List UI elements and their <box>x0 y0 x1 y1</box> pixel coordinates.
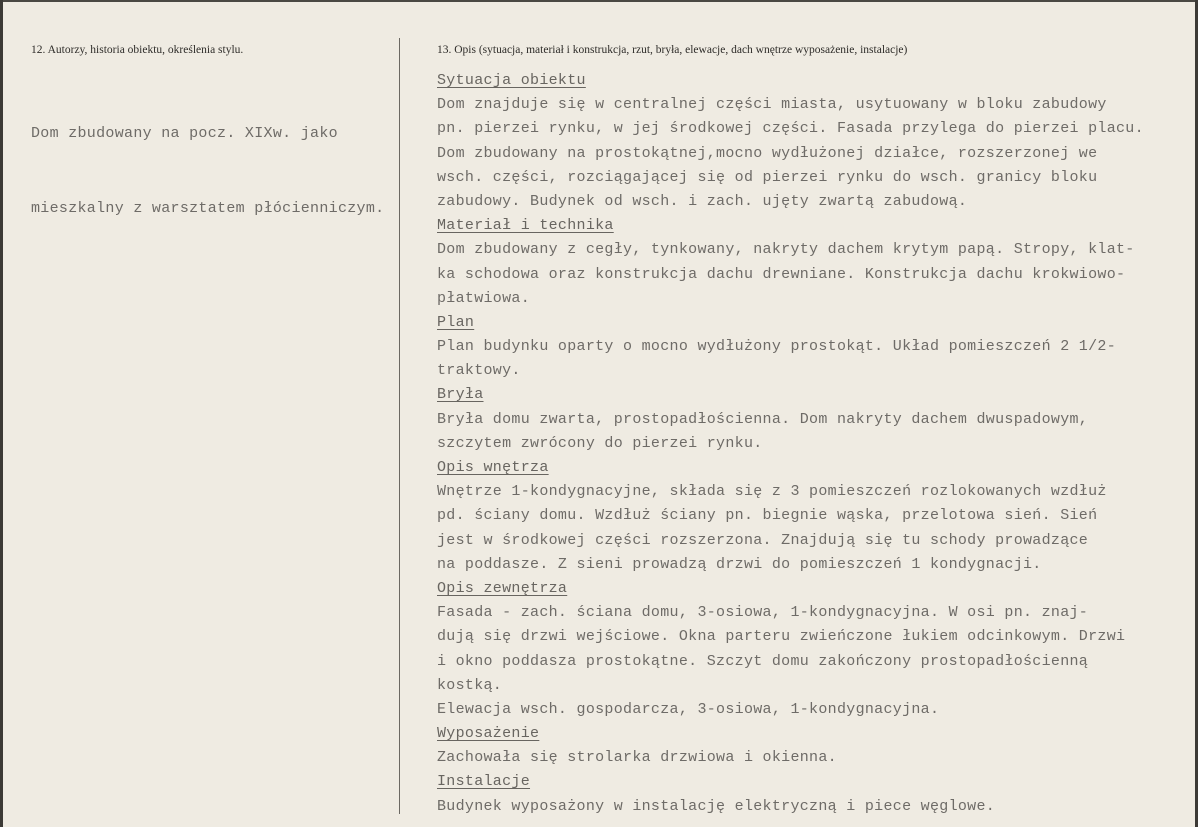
text-line: Bryła domu zwarta, prostopadłościenna. Dom nakryty dachem dwuspadowym, <box>437 410 1089 428</box>
text-line: Fasada - zach. ściana domu, 3-osiowa, 1-kondygnacyjna. W osi pn. znaj- <box>437 604 1089 622</box>
text-line: traktowy. <box>437 362 521 380</box>
text-line: Zachowała się strolarka drzwiowa i okienna. <box>437 749 837 767</box>
text-line: ka schodowa oraz konstrukcja dachu drewniane. Konstrukcja dachu krokwiowo- <box>437 265 1126 283</box>
section-heading: Sytuacja obiektu <box>437 72 586 89</box>
text-line: Plan budynku oparty o mocno wydłużony prostokąt. Układ pomieszczeń 2 1/2- <box>437 338 1117 356</box>
section-heading: Opis wnętrza <box>437 459 549 476</box>
text-line: mieszkalny z warsztatem płócienniczym. <box>31 200 385 217</box>
text-line: i okno poddasza prostokątne. Szczyt domu zakończony prostopadłościenną <box>437 652 1089 670</box>
scan-edge-left <box>0 0 3 827</box>
scan-edge-top <box>0 0 1198 2</box>
field-12-header: 12. Autorzy, historia obiektu, określenia stylu. <box>31 44 244 56</box>
field-13-header: 13. Opis (sytuacja, materiał i konstrukcja, rzut, bryła, elewacje, dach wnętrze wyposażenie, instalacje) <box>437 44 908 56</box>
field-13-text <box>437 69 1197 819</box>
column-divider <box>399 38 400 814</box>
text-line: zabudowy. Budynek od wsch. i zach. ujęty zwartą zabudową. <box>437 192 968 210</box>
text-line: dują się drzwi wejściowe. Okna parteru zwieńczone łukiem odcinkowym. Drzwi <box>437 628 1126 646</box>
text-line: wsch. części, rozciągającej się od pierzei rynku do wsch. granicy bloku <box>437 168 1098 186</box>
text-line: pn. pierzei rynku, w jej środkowej części. Fasada przylega do pierzei placu. <box>437 120 1144 138</box>
text-line: pd. ściany domu. Wzdłuż ściany pn. biegnie wąska, przelotowa sień. Sień <box>437 507 1098 525</box>
section-heading: Bryła <box>437 386 484 404</box>
section-heading: Materiał i technika <box>437 217 614 235</box>
text-line: płatwiowa. <box>437 289 531 307</box>
text-line: Dom znajduje się w centralnej części miasta, usytuowany w bloku zabudowy <box>437 96 1107 114</box>
text-line: Wnętrze 1-kondygnacyjne, składa się z 3 pomieszczeń rozlokowanych wzdłuż <box>437 483 1107 501</box>
text-line: jest w środkowej części rozszerzona. Znajdują się tu schody prowadzące <box>437 531 1089 549</box>
text-line: Dom zbudowany z cegły, tynkowany, nakryty dachem krytym papą. Stropy, klat- <box>437 241 1135 259</box>
section-heading: Plan <box>437 313 475 331</box>
text-line: Elewacja wsch. gospodarcza, 3-osiowa, 1-kondygnacyjna. <box>437 700 940 718</box>
field-12-text <box>31 71 384 271</box>
section-heading: Wyposażenie <box>437 725 540 743</box>
text-line: szczytem zwrócony do pierzei rynku. <box>437 434 763 452</box>
section-heading: Instalacje <box>437 773 531 791</box>
text-line: Dom zbudowany na prostokątnej,mocno wydłużonej działce, rozszerzonej we <box>437 144 1098 162</box>
text-line: kostką. <box>437 676 503 694</box>
text-line: Dom zbudowany na pocz. XIXw. jako <box>31 125 338 142</box>
text-line: na poddasze. Z sieni prowadzą drzwi do pomieszczeń 1 kondygnacji. <box>437 555 1042 573</box>
text-line: Budynek wyposażony w instalację elektryczną i piece węglowe. <box>437 797 996 815</box>
section-heading: Opis zewnętrza <box>437 579 568 597</box>
